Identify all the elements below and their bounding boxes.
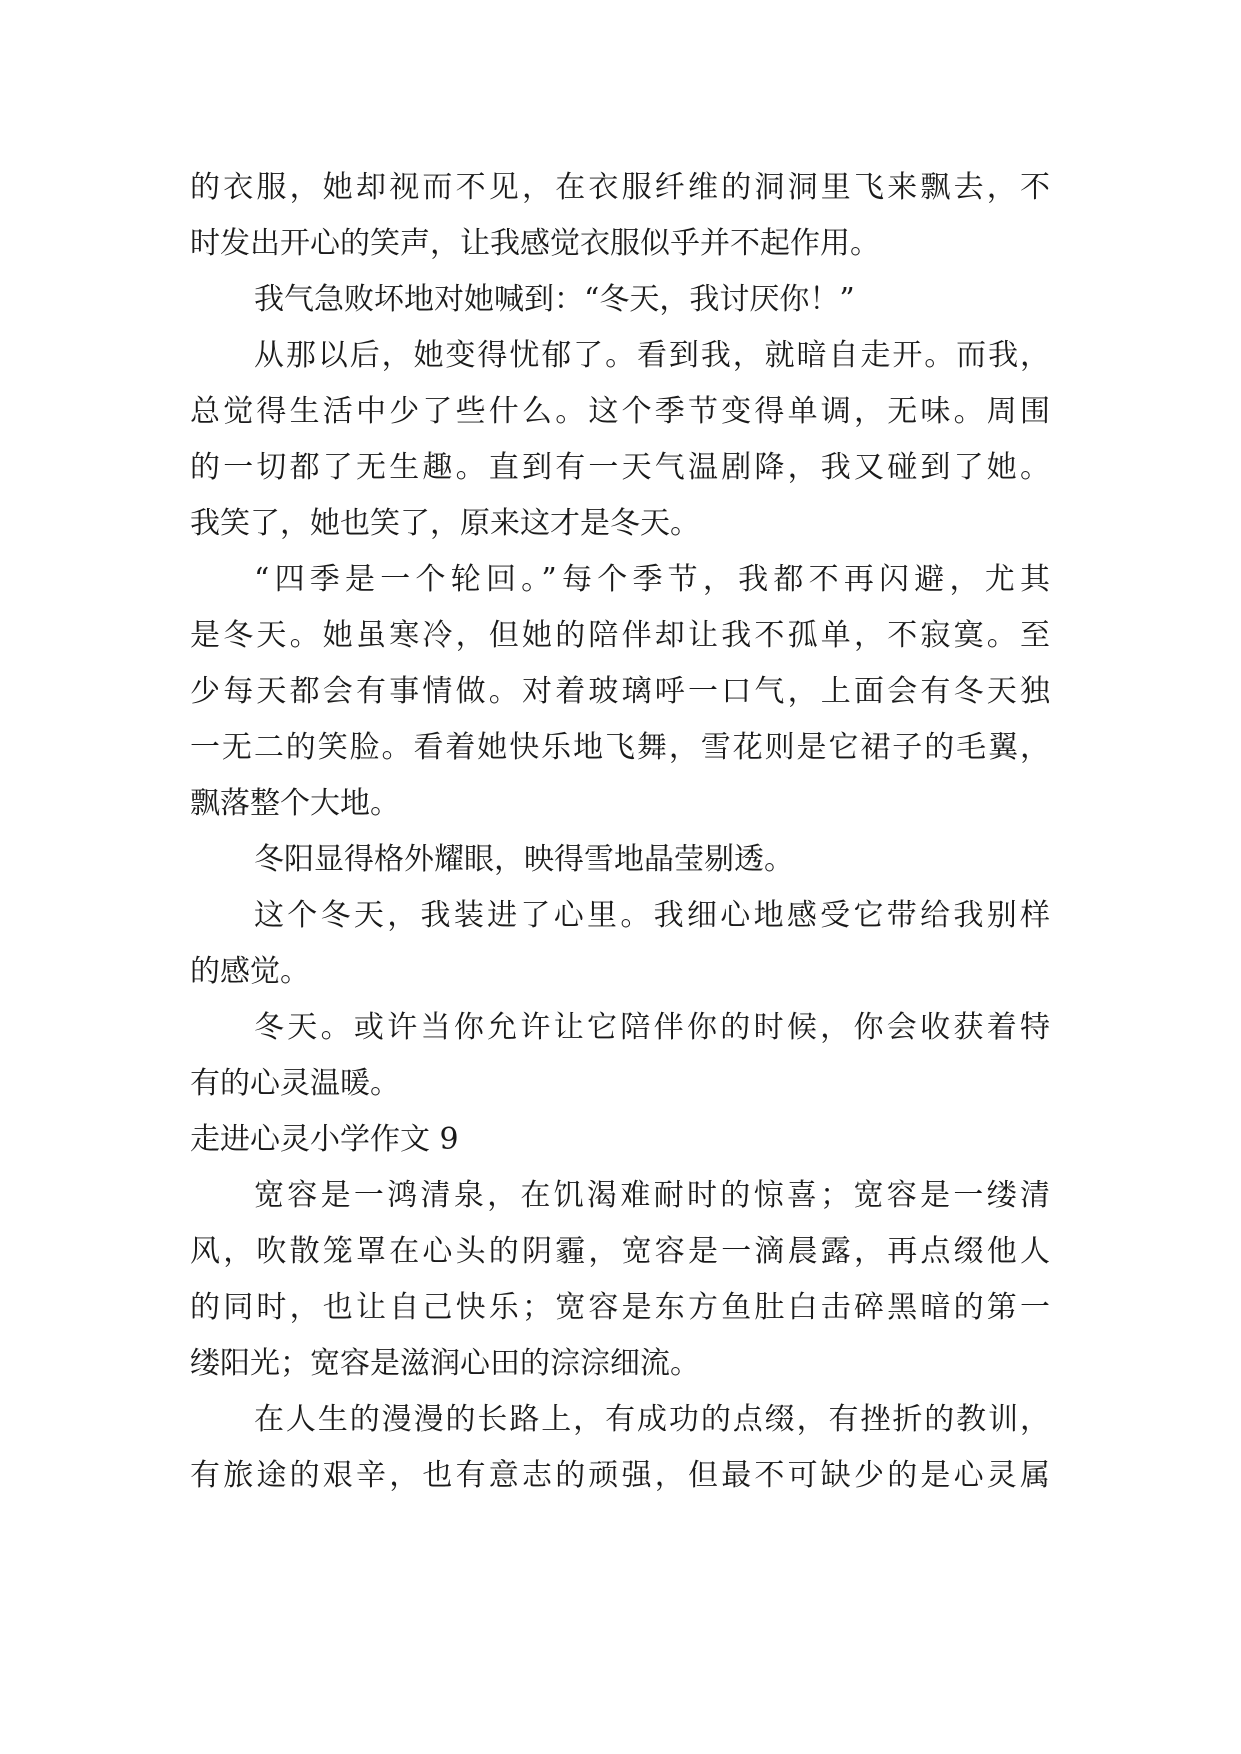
text-line: 风，吹散笼罩在心头的阴霾，宽容是一滴晨露，再点缀他人 <box>190 1234 1050 1269</box>
text-line: 有的心灵温暖。 <box>190 1066 400 1101</box>
text-line: 在人生的漫漫的长路上，有成功的点缀，有挫折的教训， <box>254 1402 1050 1437</box>
text-line: 的同时，也让自己快乐；宽容是东方鱼肚白击碎黑暗的第一 <box>190 1290 1050 1325</box>
text-line: 从那以后，她变得忧郁了。看到我，就暗自走开。而我， <box>254 338 1050 373</box>
text-line: 冬阳显得格外耀眼，映得雪地晶莹剔透。 <box>254 842 794 877</box>
document-page <box>190 160 1050 1504</box>
text-line: 宽容是一鸿清泉，在饥渴难耐时的惊喜；宽容是一缕清 <box>254 1178 1050 1213</box>
text-line: 时发出开心的笑声，让我感觉衣服似乎并不起作用。 <box>190 226 880 261</box>
text-line: 少每天都会有事情做。对着玻璃呼一口气，上面会有冬天独 <box>190 674 1050 709</box>
text-line: 飘落整个大地。 <box>190 786 400 821</box>
text-line: 缕阳光；宽容是滋润心田的淙淙细流。 <box>190 1346 700 1381</box>
text-line: 冬天。或许当你允许让它陪伴你的时候，你会收获着特 <box>254 1010 1050 1045</box>
text-line: 的衣服，她却视而不见，在衣服纤维的洞洞里飞来飘去，不 <box>190 170 1050 205</box>
section-title: 走进心灵小学作文 9 <box>190 1122 459 1157</box>
text-line: “四季是一个轮回。”每个季节，我都不再闪避，尤其 <box>254 562 1050 597</box>
text-line: 是冬天。她虽寒冷，但她的陪伴却让我不孤单，不寂寞。至 <box>190 618 1050 653</box>
text-line: 有旅途的艰辛，也有意志的顽强，但最不可缺少的是心灵属 <box>190 1458 1050 1493</box>
text-line: 我气急败坏地对她喊到：“冬天，我讨厌你！” <box>254 282 855 317</box>
text-line: 总觉得生活中少了些什么。这个季节变得单调，无味。周围 <box>190 394 1050 429</box>
text-line: 这个冬天，我装进了心里。我细心地感受它带给我别样 <box>254 898 1050 933</box>
text-line: 一无二的笑脸。看着她快乐地飞舞，雪花则是它裙子的毛翼， <box>190 730 1050 765</box>
text-line: 的感觉。 <box>190 954 310 989</box>
text-line: 我笑了，她也笑了，原来这才是冬天。 <box>190 506 700 541</box>
text-line: 的一切都了无生趣。直到有一天气温剧降，我又碰到了她。 <box>190 450 1050 485</box>
